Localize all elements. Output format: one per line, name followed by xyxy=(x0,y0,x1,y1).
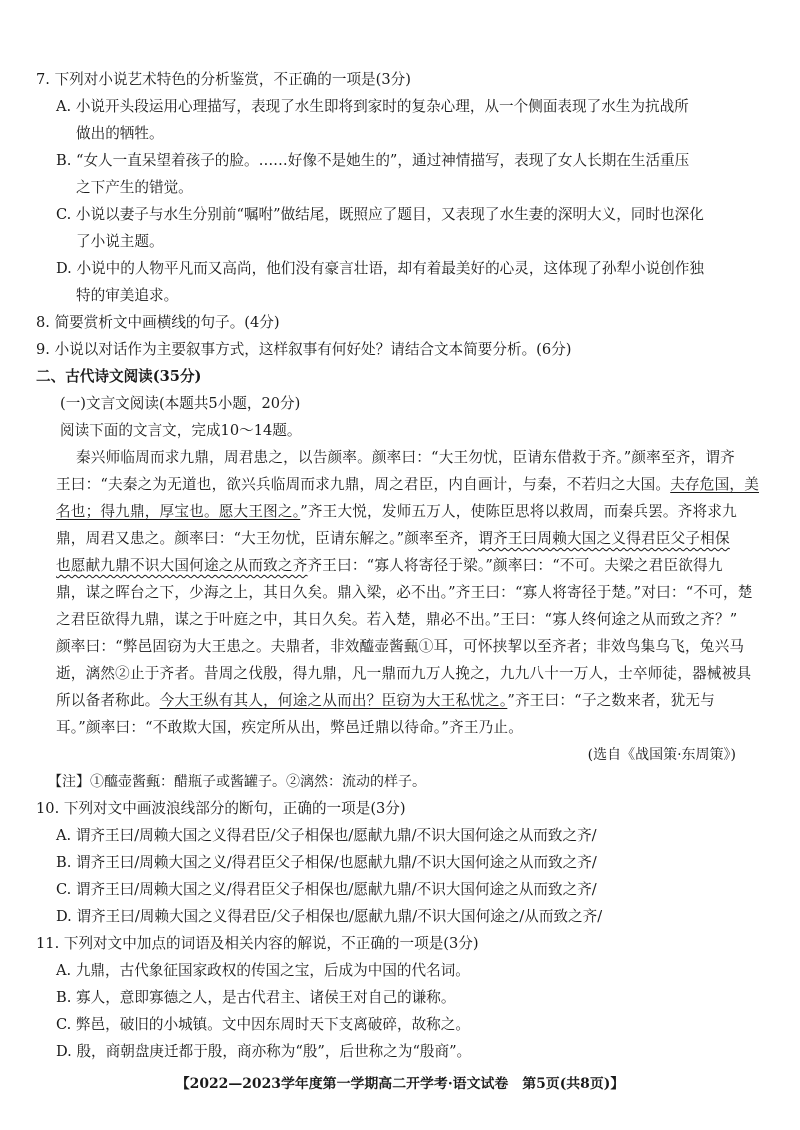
passage-line-9: 逝，漓然②止于齐者。昔周之伐殷，得九鼎，凡一鼎而九万人挽之，九九八十一万人，士卒师徒，器械被具 xyxy=(56,665,752,682)
q10-option-a: A. 谓齐王曰/周赖大国之义得君臣/父子相保也/愿献九鼎/不识大国何途之从而致之齐/ xyxy=(56,827,597,844)
q7-option-a: A. 小说开头段运用心理描写，表现了水生即将到家时的复杂心理，从一个侧面表现了水生为抗战所 xyxy=(56,98,689,115)
q11-stem: 11. 下列对文中加点的词语及相关内容的解说，不正确的一项是(3分) xyxy=(36,935,479,952)
q7-option-c-cont: 了小说主题。 xyxy=(76,233,164,250)
passage-line-2 xyxy=(56,475,759,495)
page-footer: 【2022—2023学年度第一学期高二开学考·语文试卷 第5页(共8页)】 xyxy=(175,1076,625,1092)
wavy-underlined-text: 谓齐王曰周赖大国之义得君臣父子相保 xyxy=(478,530,730,547)
q8-stem: 8. 简要赏析文中画横线的句子。(4分) xyxy=(36,314,280,331)
passage-text: ”齐王大悦，发师五万人，使陈臣思将以救周，而秦兵罢。齐将求九 xyxy=(300,503,737,520)
passage-line-3 xyxy=(56,502,737,522)
annotation-note: 【注】①醯壶酱甀：醋瓶子或酱罐子。②漓然：流动的样子。 xyxy=(48,774,426,790)
q7-option-c: C. 小说以妻子与水生分别前“嘱咐”做结尾，既照应了题目，又表现了水生妻的深明大义，同时也深化 xyxy=(56,206,704,223)
q7-option-b: B. “女人一直呆望着孩子的脸。……好像不是她生的”，通过神情描写，表现了女人长期在生活重压 xyxy=(56,152,690,169)
q11-option-d: D. 殷，商朝盘庚迁都于殷，商亦称为“殷”，后世称之为“殷商”。 xyxy=(56,1043,472,1060)
q10-option-b: B. 谓齐王曰/周赖大国之义/得君臣父子相保/也愿献九鼎/不识大国何途之从而致之齐/ xyxy=(56,854,597,871)
subsection-heading: (一)文言文阅读(本题共5小题，20分) xyxy=(60,395,301,412)
wavy-underlined-text: 也愿献九鼎不识大国何途之从而致之齐 xyxy=(56,557,308,574)
passage-text: 齐王曰：“寡人将寄径于梁。”颜率曰：“不可。夫梁之君臣欲得九 xyxy=(307,557,723,574)
passage-line-5 xyxy=(56,556,723,576)
q7-option-a-cont: 做出的牺牲。 xyxy=(76,125,164,142)
q11-option-c: C. 弊邑，破旧的小城镇。文中因东周时天下支离破碎，故称之。 xyxy=(56,1016,470,1033)
q11-option-b: B. 寡人，意即寡德之人，是古代君主、诸侯王对自己的谦称。 xyxy=(56,989,456,1006)
passage-text: 王曰：“夫秦之为无道也，欲兴兵临周而求九鼎，周之君臣，内自画计，与秦，不若归之大国。 xyxy=(56,476,671,493)
q9-stem: 9. 小说以对话作为主要叙事方式，这样叙事有何好处？请结合文本简要分析。(6分) xyxy=(36,341,572,358)
section-heading: 二、古代诗文阅读(35分) xyxy=(36,368,202,385)
q7-option-b-cont: 之下产生的错觉。 xyxy=(76,179,193,196)
q10-option-d: D. 谓齐王曰/周赖大国之义得君臣/父子相保也/愿献九鼎/不识大国何途之/从而致之齐/ xyxy=(56,908,603,925)
passage-line-11: 耳。”颜率曰：“不敢欺大国，疾定所从出，弊邑迁鼎以待命。”齐王乃止。 xyxy=(56,719,523,736)
passage-line-8: 颜率曰：“弊邑固窃为大王患之。夫鼎者，非效醯壶酱甀①耳，可怀挟挈以至齐者；非效鸟集乌飞，兔兴马 xyxy=(56,638,745,655)
passage-text: ”齐王曰：“子之数来者，犹无与 xyxy=(507,692,715,709)
q10-stem: 10. 下列对文中画波浪线部分的断句，正确的一项是(3分) xyxy=(36,800,406,817)
underlined-sentence: 夫存危国，美 xyxy=(670,476,759,493)
passage-line-4 xyxy=(56,529,730,549)
q7-option-d: D. 小说中的人物平凡而又高尚，他们没有豪言壮语，却有着最美好的心灵，这体现了孙犁小说创作独 xyxy=(56,260,704,277)
passage-source: (选自《战国策·东周策》) xyxy=(587,747,736,763)
passage-line-7: 之君臣欲得九鼎，谋之于叶庭之中，其日久矣。若入楚，鼎必不出。”王曰：“寡人终何途之从而致之齐？” xyxy=(56,611,738,628)
underlined-sentence: 今大王纵有其人，何途之从而出？臣窃为大王私忧之。 xyxy=(159,692,508,709)
passage-line-6: 鼎，谋之晖台之下，少海之上，其日久矣。鼎入梁，必不出。”齐王曰：“寡人将寄径于楚。”对曰：“不可，楚 xyxy=(56,584,753,601)
passage-line-1: 秦兴师临周而求九鼎，周君患之，以告颜率。颜率曰：“大王勿忧，臣请东借救于齐。”颜率至齐，谓齐 xyxy=(76,449,735,466)
q11-option-a: A. 九鼎，古代象征国家政权的传国之宝，后成为中国的代名词。 xyxy=(56,962,470,979)
reading-instruction: 阅读下面的文言文，完成10～14题。 xyxy=(60,422,302,439)
q7-option-d-cont: 特的审美追求。 xyxy=(76,287,179,304)
underlined-sentence: 名也；得九鼎，厚宝也。愿大王图之。 xyxy=(56,503,301,520)
passage-text: 鼎，周君又患之。颜率曰：“大王勿忧，臣请东解之。”颜率至齐， xyxy=(56,530,479,547)
q7-stem: 7. 下列对小说艺术特色的分析鉴赏，不正确的一项是(3分) xyxy=(36,71,411,88)
passage-line-10 xyxy=(56,691,715,711)
q10-option-c: C. 谓齐王曰/周赖大国之义/得君臣父子相保也/愿献九鼎/不识大国何途之从而致之齐/ xyxy=(56,881,597,898)
passage-text: 所以备者称此。 xyxy=(56,692,160,709)
